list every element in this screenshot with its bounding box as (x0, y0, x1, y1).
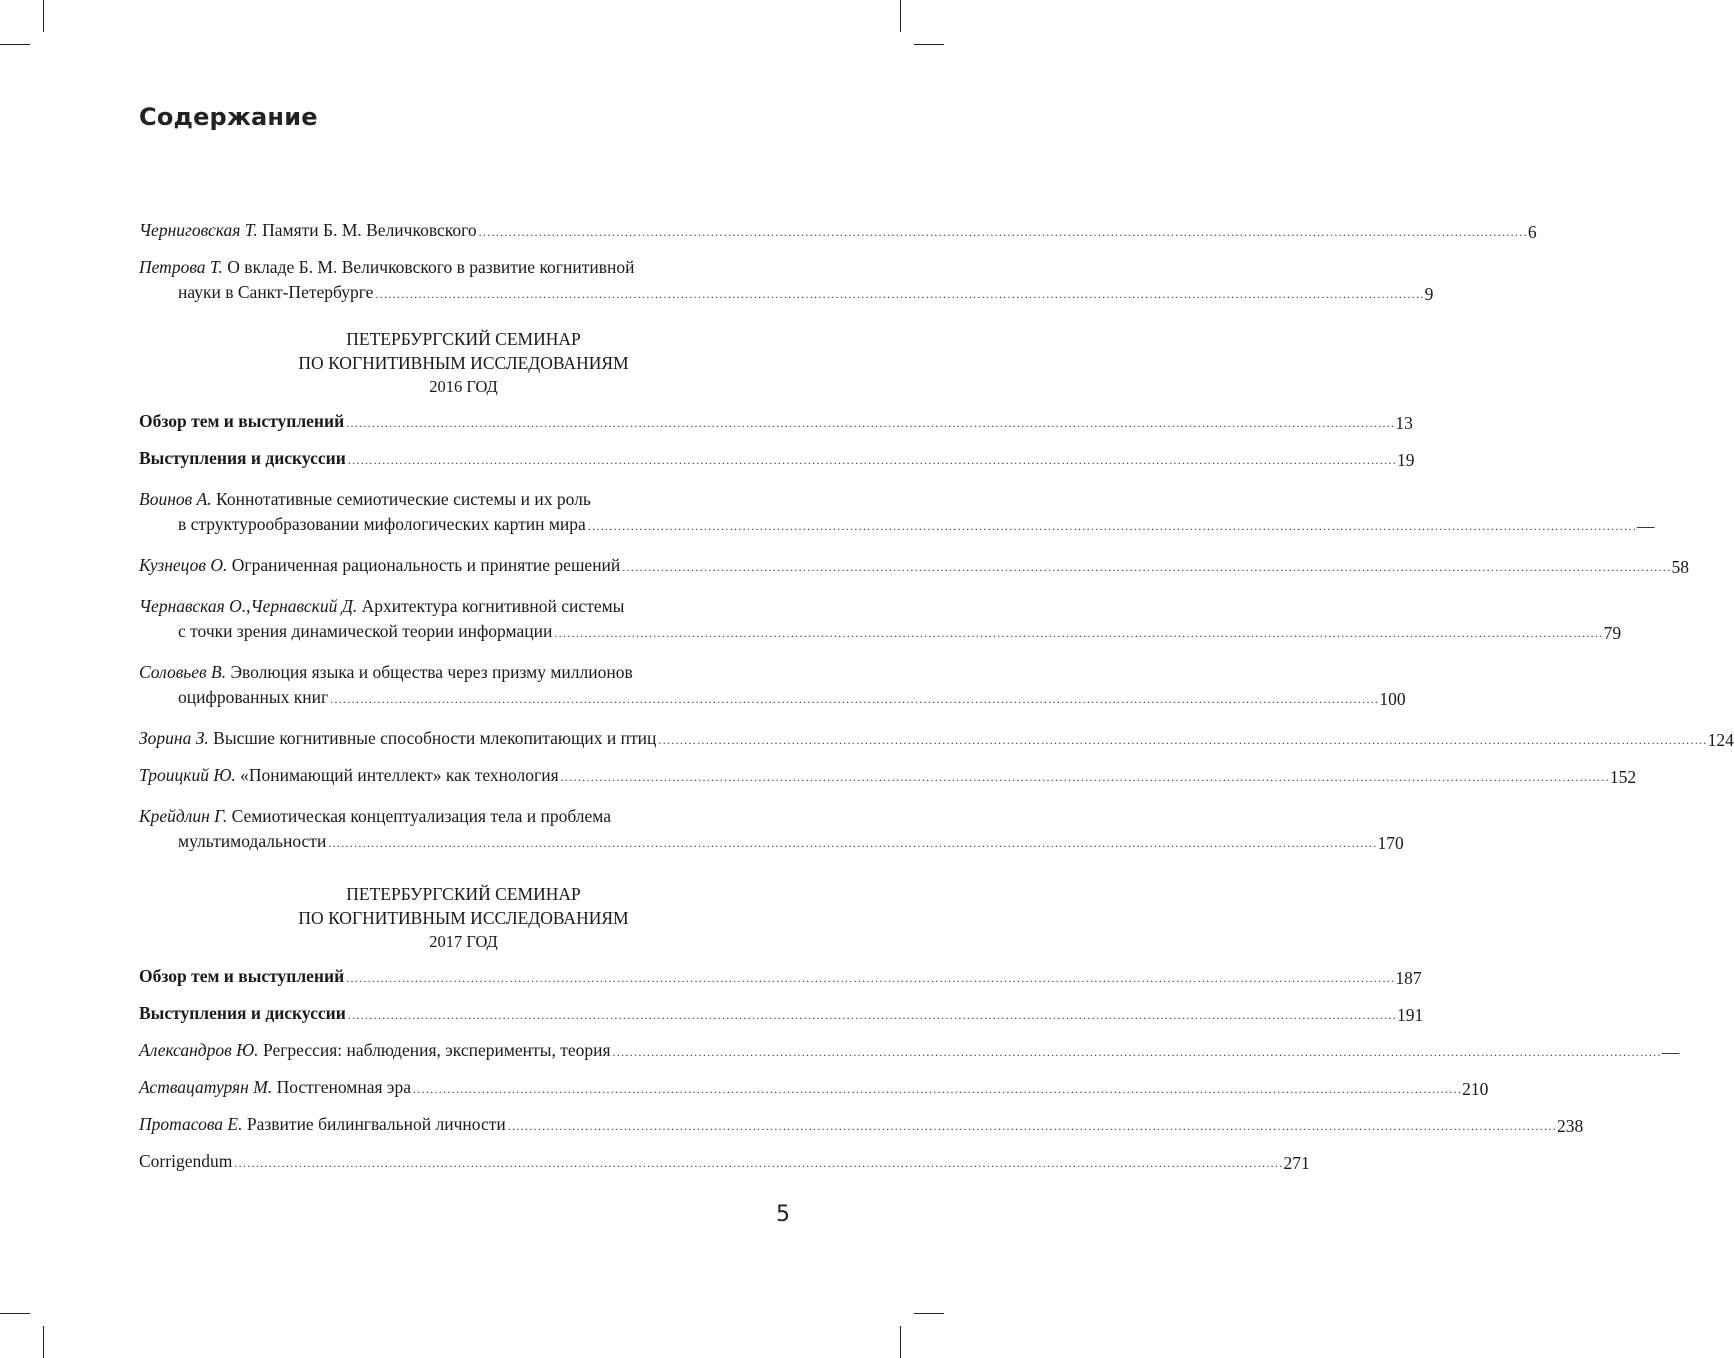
toc-entry[interactable] (139, 487, 1655, 539)
entry-page: 9 (1424, 284, 1434, 304)
toc-entry[interactable] (139, 1001, 1424, 1028)
toc-entry[interactable] (139, 218, 1537, 245)
entry-author: Черниговская Т. (139, 220, 258, 240)
toc-entry[interactable] (139, 446, 1415, 473)
entry-author: Александров Ю. (139, 1040, 259, 1060)
entry-author: Зорина З. (139, 728, 209, 748)
page-title: Содержание (139, 103, 318, 131)
dot-leader (348, 1003, 1397, 1028)
dot-leader (622, 555, 1671, 580)
entry-page: — (1661, 1042, 1680, 1062)
dot-leader (348, 448, 1397, 473)
entry-title: Регрессия: наблюдения, эксперименты, теория (262, 1040, 611, 1060)
entry-title: Коннотативные семиотические системы и их роль (216, 489, 591, 509)
dot-leader (613, 1040, 1662, 1065)
dot-leader (658, 728, 1707, 753)
entry-page: 271 (1283, 1153, 1310, 1173)
toc-entry[interactable] (139, 763, 1637, 790)
dot-leader (561, 765, 1610, 790)
entry-title: Выступления и дискуссии (139, 1003, 346, 1023)
entry-title-cont: мультимодальности (178, 831, 327, 851)
entry-author: Чернавский Д. (250, 596, 358, 616)
crop-mark (914, 44, 944, 45)
entry-title-cont: науки в Санкт-Петербурге (178, 282, 374, 302)
entry-page: 79 (1603, 623, 1622, 643)
section-year: 2016 ГОД (429, 377, 498, 396)
crop-mark (900, 0, 901, 32)
entry-author: Воинов А. (139, 489, 212, 509)
entry-page: 6 (1527, 222, 1537, 242)
entry-author: Петрова Т. (139, 257, 223, 277)
entry-page: 238 (1556, 1116, 1584, 1136)
entry-author: Соловьев В. (139, 662, 227, 682)
dot-leader (328, 831, 1377, 856)
toc-entry[interactable] (139, 409, 1413, 436)
toc-entry[interactable] (139, 726, 1734, 753)
entry-title: Выступления и дискуссии (139, 448, 346, 468)
toc-entry[interactable] (139, 594, 1622, 646)
toc-entry[interactable] (139, 1112, 1584, 1139)
dot-leader (234, 1151, 1283, 1176)
entry-title: Памяти Б. М. Величковского (262, 220, 477, 240)
dot-leader (413, 1077, 1462, 1102)
entry-title: Ограниченная рациональность и принятие решений (231, 555, 621, 575)
entry-title: О вкладе Б. М. Величковского в развитие когнитивной (227, 257, 635, 277)
toc-entry[interactable] (139, 1149, 1310, 1176)
entry-author: Троицкий Ю. (139, 765, 236, 785)
dot-leader (588, 514, 1637, 539)
entry-title: Обзор тем и выступлений (139, 966, 345, 986)
entry-page: 100 (1379, 689, 1406, 709)
dot-leader (346, 411, 1395, 436)
entry-page: 152 (1609, 767, 1637, 787)
section-heading-2017 (139, 882, 788, 954)
toc-entry[interactable] (139, 553, 1689, 580)
entry-title: Архитектура когнитивной системы (361, 596, 625, 616)
entry-author: Чернавская О. (139, 596, 247, 616)
dot-leader (375, 282, 1424, 307)
entry-author: Кузнецов О. (139, 555, 228, 575)
entry-title-cont: с точки зрения динамической теории информации (178, 621, 553, 641)
crop-mark (0, 44, 30, 45)
dot-leader (479, 220, 1528, 245)
entry-page: 187 (1395, 968, 1422, 988)
entry-title: «Понимающий интеллект» как технология (240, 765, 559, 785)
dot-leader (346, 966, 1395, 991)
crop-mark (43, 1326, 44, 1358)
section-heading-2016 (139, 327, 788, 399)
table-of-contents (139, 218, 1734, 1176)
entry-page: 13 (1395, 413, 1413, 433)
toc-entry[interactable] (139, 255, 1434, 307)
toc-entry[interactable] (139, 660, 1406, 712)
dot-leader (330, 687, 1379, 712)
entry-title-cont: оцифрованных книг (178, 687, 329, 707)
entry-title: Corrigendum (139, 1151, 233, 1171)
section-line: ПЕТЕРБУРГСКИЙ СЕМИНАР (346, 329, 581, 349)
dot-leader (508, 1114, 1557, 1139)
entry-title: Высшие когнитивные способности млекопитающих и птиц (213, 728, 657, 748)
entry-title: Семиотическая концептуализация тела и проблема (231, 806, 612, 826)
entry-page: 191 (1397, 1005, 1424, 1025)
entry-page: 19 (1397, 450, 1415, 470)
entry-page: 58 (1671, 557, 1689, 577)
crop-mark (900, 1326, 901, 1358)
entry-page: 210 (1462, 1079, 1489, 1099)
entry-page: 124 (1707, 730, 1734, 750)
entry-title: Постгеномная эра (276, 1077, 411, 1097)
entry-author: Аствацатурян М. (139, 1077, 273, 1097)
section-line: ПО КОГНИТИВНЫМ ИССЛЕДОВАНИЯМ (298, 908, 629, 928)
entry-page: — (1637, 516, 1655, 536)
section-year: 2017 ГОД (429, 932, 498, 951)
section-line: ПО КОГНИТИВНЫМ ИССЛЕДОВАНИЯМ (298, 353, 629, 373)
entry-title: Развитие билингвальной личности (246, 1114, 506, 1134)
entry-title-cont: в структурообразовании мифологических картин мира (178, 514, 586, 534)
section-line: ПЕТЕРБУРГСКИЙ СЕМИНАР (346, 884, 581, 904)
toc-entry[interactable] (139, 1075, 1489, 1102)
entry-title: Эволюция языка и общества через призму миллионов (230, 662, 633, 682)
author-separator: , (246, 596, 251, 616)
toc-entry[interactable] (139, 804, 1404, 856)
dot-leader (554, 621, 1603, 646)
page-number: 5 (776, 1202, 790, 1227)
entry-author: Протасова Е. (139, 1114, 243, 1134)
toc-entry[interactable] (139, 1038, 1680, 1065)
entry-author: Крейдлин Г. (139, 806, 228, 826)
crop-mark (914, 1313, 944, 1314)
entry-title: Обзор тем и выступлений (139, 411, 345, 431)
crop-mark (0, 1313, 30, 1314)
toc-entry[interactable] (139, 964, 1422, 991)
entry-page: 170 (1377, 833, 1404, 853)
crop-mark (43, 0, 44, 32)
